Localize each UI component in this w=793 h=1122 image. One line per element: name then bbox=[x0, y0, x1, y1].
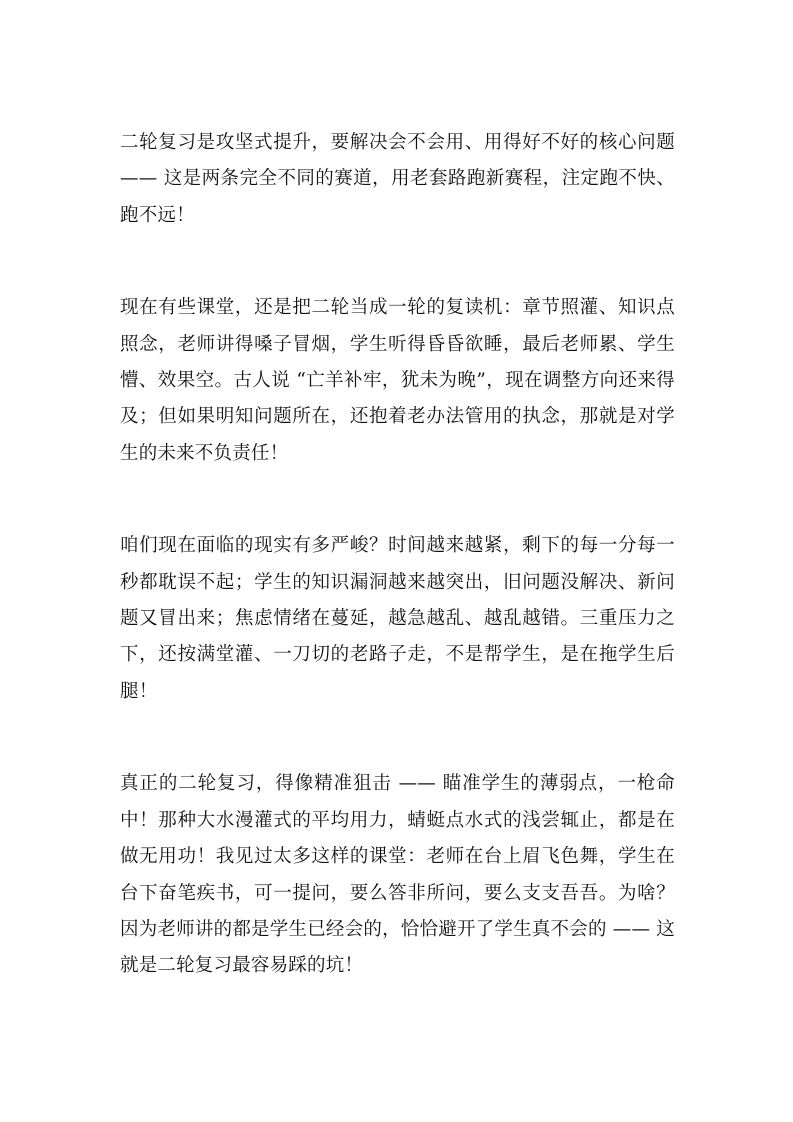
paragraph-2: 现在有些课堂，还是把二轮当成一轮的复读机：章节照灌、知识点照念，老师讲得嗓子冒烟，学生听得昏昏欲睡，最后老师累、学生懵、效果空。古人说 “亡羊补牢，犹未为晚”，现在调整方向还来得及；但如果明知问题所在，还抱着老办法管用的执念，那就是对学生的未来不负责任！ bbox=[120, 297, 675, 464]
paragraph-3: 咱们现在面临的现实有多严峻？时间越来越紧，剩下的每一分每一秒都耽误不起；学生的知识漏洞越来越突出，旧问题没解决、新问题又冒出来；焦虑情绪在蔓延，越急越乱、越乱越错。三重压力之下，还按满堂灌、一刀切的老路子走，不是帮学生，是在拖学生后腿！ bbox=[120, 535, 675, 702]
paragraph-1: 二轮复习是攻坚式提升，要解决会不会用、用得好不好的核心问题 —— 这是两条完全不同的赛道，用老套路跑新赛程，注定跑不快、跑不远！ bbox=[120, 132, 675, 226]
paragraph-4: 真正的二轮复习，得像精准狙击 —— 瞄准学生的薄弱点，一枪命中！那种大水漫灌式的平均用力，蜻蜓点水式的浅尝辄止，都是在做无用功！我见过太多这样的课堂：老师在台上眉飞色舞，学生在台下奋笔疾书，可一提问，要么答非所问，要么支支吾吾。为啥？因为老师讲的都是学生已经会的，恰恰避开了学生真不会的 —— 这就是二轮复习最容易踩的坑！ bbox=[120, 773, 675, 977]
document-page bbox=[120, 125, 675, 985]
